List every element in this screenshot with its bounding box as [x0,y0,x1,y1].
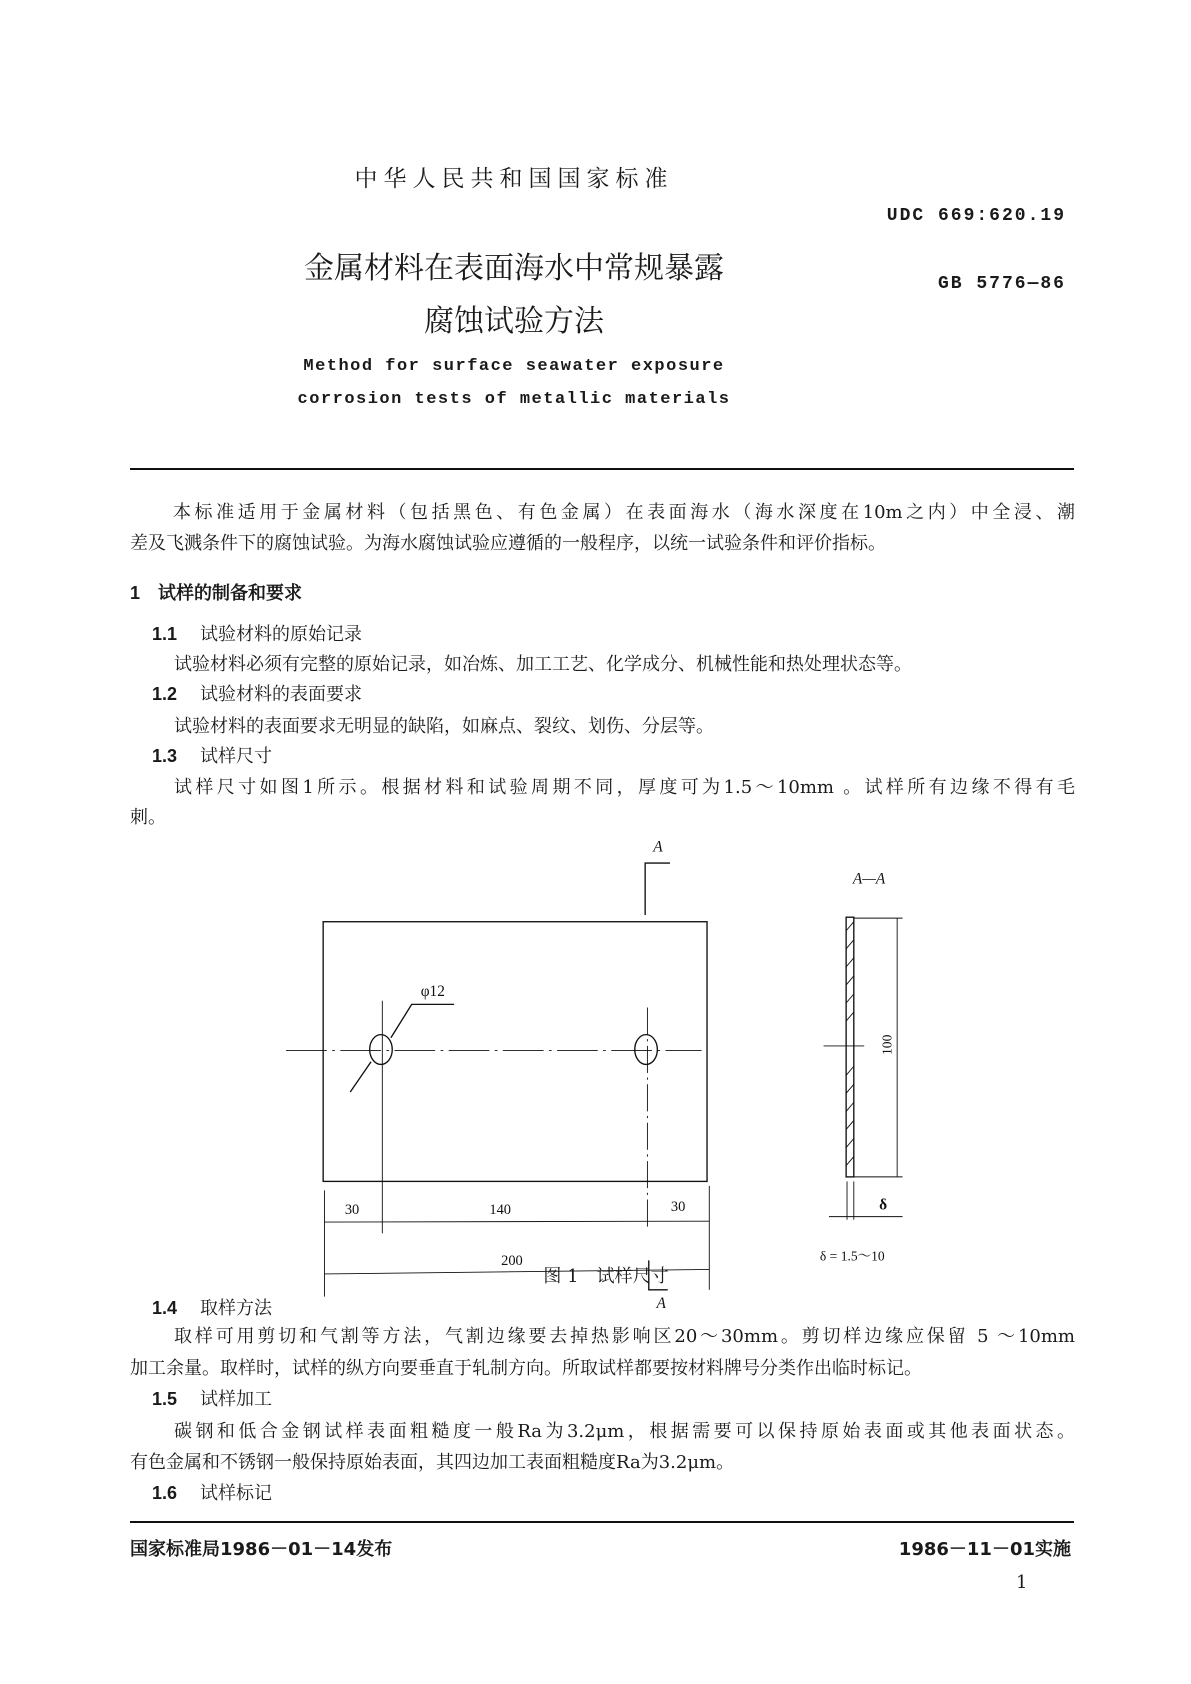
section-mark-bottom-label: A [656,1294,666,1312]
section-1-2-text: 试验材料的表面要求无明显的缺陷，如麻点、裂纹、划伤、分层等。 [174,716,714,737]
document-title-line1: 金属材料在表面海水中常规暴露 [304,251,724,286]
intro-line1: 本标准适用于金属材料（包括黑色、有色金属）在表面海水（海水深度在10m之内）中全浸、潮 [173,502,1075,523]
section-1-3-text-line2: 刺。 [130,807,166,828]
section-number: 1 [130,583,141,603]
standard-number: GB 5776—86 [937,274,1066,294]
section-title: 试样标记 [200,1483,272,1504]
specimen-dimension-drawing [250,820,950,1317]
section-1-6-heading [152,1479,272,1505]
leader-line-lower [350,1062,371,1092]
section-number: 1.2 [152,684,178,704]
header-divider [130,468,1074,470]
dimension-middle-label: 140 [489,1201,512,1218]
section-1-1-text: 试验材料必须有完整的原始记录，如冶炼、加工工艺、化学成分、机械性能和热处理状态等。 [174,654,912,675]
section-1-4-text-line2: 加工余量。取样时，试样的纵方向要垂直于轧制方向。所取试样都要按材料牌号分类作出临时标记。 [130,1358,922,1379]
dimension-height-label: 100 [879,1034,895,1055]
section-number: 1.6 [152,1483,178,1503]
section-1-4-text-line1: 取样可用剪切和气割等方法，气割边缘要去掉热影响区20～30mm。剪切样边缘应保留 5 ～10mm [174,1326,1075,1347]
section-title: 试样加工 [200,1389,272,1410]
specimen-plate-outline [323,922,707,1182]
dimension-total-label: 200 [501,1252,523,1269]
document-title-line2: 腐蚀试验方法 [424,304,604,339]
section-number: 1.3 [152,746,178,766]
section-hatching [846,922,854,1166]
dimension-left-label: 30 [344,1201,360,1218]
issue-date: 国家标准局1986－01－14发布 [130,1539,393,1560]
section-1-5-heading [152,1385,272,1411]
section-number: 1.4 [152,1298,178,1318]
dimension-right-label: 30 [670,1198,686,1215]
english-title-line2: corrosion tests of metallic materials [297,390,731,409]
dimension-thickness-label: δ [879,1196,888,1214]
hole-left [370,1035,393,1065]
english-title-line1: Method for surface seawater exposure [303,357,725,376]
section-number: 1.1 [152,624,178,644]
section-1-1-heading [152,620,362,646]
leader-line-upper [391,1004,454,1037]
section-title: 试验材料的表面要求 [200,684,362,705]
section-number: 1.5 [152,1389,178,1409]
udc-code: UDC 669:620.19 [886,206,1066,226]
section-1-heading [130,579,302,605]
thickness-note: δ = 1.5～10 [819,1248,885,1264]
section-1-5-text-line2: 有色金属和不锈钢一般保持原始表面，其四边加工表面粗糙度Ra为3.2μm。 [130,1452,735,1473]
footer-divider [130,1521,1074,1523]
section-view-label: A—A [852,870,886,888]
section-title: 试样尺寸 [200,746,272,767]
section-1-3-text-line1: 试样尺寸如图1所示。根据材料和试验周期不同，厚度可为1.5～10mm 。试样所有边缘不得有毛 [174,777,1075,798]
page-number: 1 [1016,1572,1028,1593]
figure-caption: 图 1 试样尺寸 [543,1266,669,1287]
section-title: 试样的制备和要求 [158,583,302,604]
intro-line2: 差及飞溅条件下的腐蚀试验。为海水腐蚀试验应遵循的一般程序，以统一试验条件和评价指标。 [130,533,886,554]
section-mark-top [645,863,670,915]
hole-right [635,1035,658,1065]
section-1-5-text-line1: 碳钢和低合金钢试样表面粗糙度一般Ra为3.2μm，根据需要可以保持原始表面或其他表面状态。 [174,1421,1075,1442]
issuing-country-header: 中华人民共和国国家标准 [354,166,674,192]
section-1-2-heading [152,680,362,706]
section-1-4-heading [152,1294,272,1320]
section-mark-top-label: A [653,838,663,856]
section-view-profile [846,917,854,1177]
hole-diameter-label: φ12 [420,983,445,1001]
section-title: 试验材料的原始记录 [200,624,362,645]
section-1-3-heading [152,742,272,768]
effective-date: 1986－11－01实施 [898,1539,1071,1560]
section-title: 取样方法 [200,1298,272,1319]
